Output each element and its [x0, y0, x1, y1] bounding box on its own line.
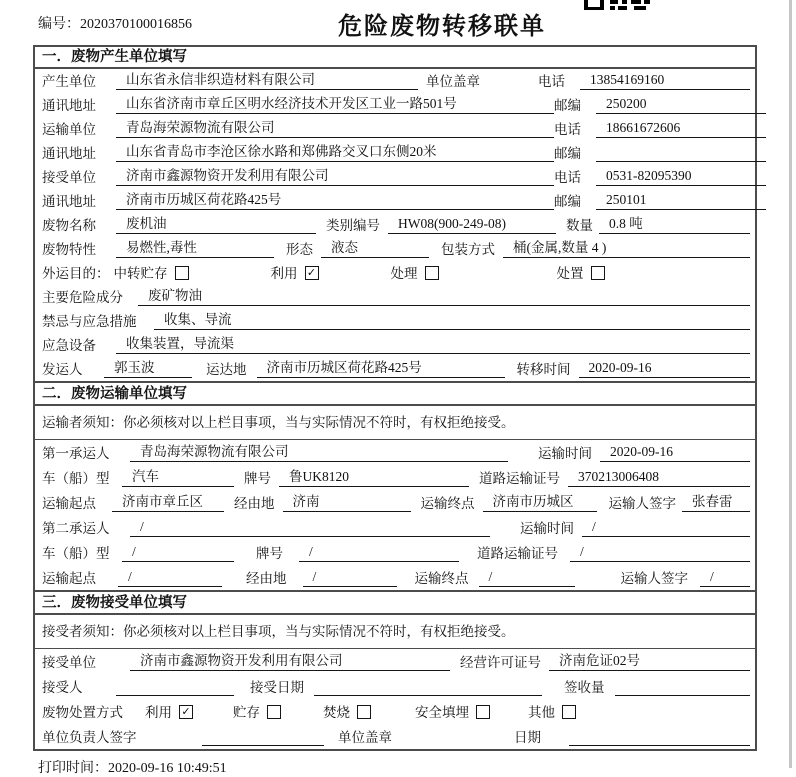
plate-label: 牌号 — [244, 471, 271, 486]
producer-address-row — [35, 93, 755, 117]
second-carrier-value: / — [130, 519, 490, 537]
waste-character-label: 废物特性 — [42, 242, 96, 257]
receiver-label: 接受单位 — [42, 170, 96, 185]
receiver-value: 济南市鑫源物资开发利用有限公司 — [116, 164, 554, 186]
producer-phone-value: 13854169160 — [580, 72, 750, 90]
disposal-store-checkbox — [267, 705, 281, 719]
treat-checkbox — [425, 266, 439, 280]
quantity-value: 0.8 吨 — [599, 212, 750, 234]
receiver-zip-value: 250101 — [596, 192, 766, 210]
acceptor-value — [116, 694, 234, 696]
purpose-label: 外运目的： — [42, 266, 110, 281]
zip-label: 邮编 — [554, 146, 581, 161]
hazard-component-row — [35, 285, 755, 309]
accept-date-value — [314, 694, 542, 696]
second-carrier-sign-value: / — [700, 569, 750, 587]
first-carrier-sign-value: 张春雷 — [682, 490, 750, 512]
phone-label: 电话 — [554, 122, 581, 137]
via-label: 经由地 — [234, 496, 275, 511]
address-label: 通讯地址 — [42, 146, 96, 161]
form-value: 液态 — [321, 236, 429, 258]
vehicle-type-label: 车（船）型 — [42, 546, 110, 561]
receiver-notice: 接受者须知：你必须核对以上栏目事项，当与实际情况不符时，有权拒绝接受。 — [35, 615, 755, 649]
disposal-other-checkbox — [562, 705, 576, 719]
road-permit-label: 道路运输证号 — [479, 471, 560, 486]
serial-label: 编号： — [38, 17, 80, 32]
transfer-time-value: 2020-09-16 — [579, 360, 751, 378]
acceptor-row — [35, 674, 755, 699]
second-transport-time-value: / — [582, 519, 750, 537]
first-plate-value: 鲁UK8120 — [279, 465, 469, 487]
road-permit-label: 道路运输证号 — [477, 546, 558, 561]
option-use-label: 利用 — [145, 705, 172, 720]
transporter-address-value: 山东省青岛市李沧区徐水路和郑佛路交叉口东侧20米 — [116, 140, 554, 162]
shipper-row — [35, 357, 755, 381]
carrier-sign-label: 运输人签字 — [608, 496, 676, 511]
transfer-storage-checkbox — [175, 266, 189, 280]
print-time — [38, 757, 796, 777]
section-1-title: 一．废物产生单位填写 — [35, 47, 755, 69]
transport-time-label: 运输时间 — [538, 446, 592, 461]
address-label: 通讯地址 — [42, 194, 96, 209]
receiver-unit-row — [35, 165, 755, 189]
producer-label: 产生单位 — [42, 74, 96, 89]
second-via-value: / — [303, 569, 397, 587]
second-plate-value: / — [299, 544, 459, 562]
waste-character-row — [35, 237, 755, 261]
hazard-value: 废矿物油 — [138, 284, 750, 306]
second-origin-value: / — [118, 569, 222, 587]
date-value — [569, 744, 750, 746]
producer-address-value: 山东省济南市章丘区明水经济技术开发区工业一路501号 — [116, 92, 554, 114]
document-header — [0, 0, 796, 45]
receiver-address-value: 济南市历城区荷花路425号 — [116, 188, 554, 210]
waste-name-value: 废机油 — [116, 212, 316, 234]
vehicle-type-label: 车（船）型 — [42, 471, 110, 486]
head-sign-label: 单位负责人签字 — [42, 730, 137, 745]
option-dispose-label: 处置 — [556, 266, 584, 281]
license-value: 济南危证02号 — [549, 649, 750, 671]
form-label: 形态 — [286, 242, 313, 257]
shipper-value: 郭玉波 — [104, 356, 192, 378]
phone-label: 电话 — [554, 170, 581, 185]
receiver-phone-value: 0531-82095390 — [596, 168, 766, 186]
section-3-title: 三．废物接受单位填写 — [35, 590, 755, 615]
option-use-label: 利用 — [270, 266, 298, 281]
first-vehicle-type-value: 汽车 — [122, 465, 234, 487]
option-treat-label: 处理 — [390, 266, 418, 281]
unit-seal-label: 单位盖章 — [426, 74, 480, 89]
section-2-title: 二．废物运输单位填写 — [35, 381, 755, 406]
packing-value: 桶(金属,数量 4 ) — [503, 236, 750, 258]
date-label: 日期 — [514, 730, 541, 745]
disposal-use-checkbox: ✓ — [179, 705, 193, 719]
transporter-phone-value: 18661672606 — [596, 120, 766, 138]
producer-value: 山东省永信非织造材料有限公司 — [116, 68, 418, 90]
first-end-value: 济南市历城区 — [483, 490, 597, 512]
taboo-measures-row — [35, 309, 755, 333]
carrier-sign-label: 运输人签字 — [620, 571, 688, 586]
disposal-method-row — [35, 699, 755, 724]
quantity-label: 数量 — [566, 218, 593, 233]
first-carrier-label: 第一承运人 — [42, 446, 110, 461]
received-qty-label: 签收量 — [564, 680, 605, 695]
second-vehicle-type-value: / — [122, 544, 234, 562]
accept-date-label: 接受日期 — [250, 680, 304, 695]
document-title: 危险废物转移联单 — [338, 14, 546, 40]
equipment-value: 收集装置，导流渠 — [116, 332, 750, 354]
destination-label: 运达地 — [206, 362, 247, 377]
print-time-value: 2020-09-16 10:49:51 — [108, 761, 227, 776]
transporter-notice: 运输者须知：你必须核对以上栏目事项，当与实际情况不符时，有权拒绝接受。 — [35, 406, 755, 440]
zip-label: 邮编 — [554, 194, 581, 209]
outbound-purpose-row — [35, 261, 755, 285]
second-route-row — [35, 565, 755, 590]
disposal-method-label: 废物处置方式 — [42, 705, 123, 720]
transporter-value: 青岛海荣源物流有限公司 — [116, 116, 554, 138]
second-vehicle-row — [35, 540, 755, 565]
waste-character-value: 易燃性,毒性 — [116, 236, 274, 258]
option-store-label: 贮存 — [233, 705, 260, 720]
unit-seal-label: 单位盖章 — [338, 730, 392, 745]
first-transport-time-value: 2020-09-16 — [600, 444, 750, 462]
taboo-label: 禁忌与应急措施 — [42, 314, 137, 329]
first-carrier-row — [35, 440, 755, 465]
emergency-equipment-row — [35, 333, 755, 357]
hazard-label: 主要危险成分 — [42, 290, 123, 305]
license-label: 经营许可证号 — [460, 655, 541, 670]
head-sign-value — [202, 744, 324, 746]
taboo-value: 收集、导流 — [154, 308, 750, 330]
option-burn-label: 焚烧 — [323, 705, 350, 720]
transporter-zip-value — [596, 160, 766, 162]
first-via-value: 济南 — [283, 490, 411, 512]
accepting-unit-row — [35, 649, 755, 674]
disposal-burn-checkbox — [357, 705, 371, 719]
second-road-permit-value: / — [570, 544, 750, 562]
equipment-label: 应急设备 — [42, 338, 96, 353]
transporter-address-row — [35, 141, 755, 165]
first-vehicle-row — [35, 465, 755, 490]
receiver-address-row — [35, 189, 755, 213]
plate-label: 牌号 — [256, 546, 283, 561]
second-carrier-label: 第二承运人 — [42, 521, 110, 536]
received-qty-value — [615, 694, 751, 696]
serial-value: 2020370100016856 — [80, 17, 192, 32]
phone-label: 电话 — [538, 74, 565, 89]
category-label: 类别编号 — [326, 218, 380, 233]
second-carrier-row — [35, 515, 755, 540]
option-transfer-storage-label: 中转贮存 — [113, 266, 168, 281]
destination-value: 济南市历城区荷花路425号 — [257, 356, 505, 378]
shipper-label: 发运人 — [42, 362, 83, 377]
manifest-form — [33, 45, 757, 751]
first-route-row — [35, 490, 755, 515]
origin-label: 运输起点 — [42, 571, 96, 586]
transfer-time-label: 转移时间 — [516, 362, 571, 377]
dispose-checkbox — [591, 266, 605, 280]
end-label: 运输终点 — [420, 496, 475, 511]
acceptor-label: 接受人 — [42, 680, 83, 695]
first-origin-value: 济南市章丘区 — [112, 490, 224, 512]
transporter-label: 运输单位 — [42, 122, 96, 137]
address-label: 通讯地址 — [42, 98, 96, 113]
print-time-label: 打印时间： — [38, 761, 108, 776]
transporter-unit-row — [35, 117, 755, 141]
category-value: HW08(900-249-08) — [388, 216, 556, 234]
zip-label: 邮编 — [554, 98, 581, 113]
option-other-label: 其他 — [528, 705, 555, 720]
qr-code-fragment — [584, 0, 650, 10]
disposal-landfill-checkbox — [476, 705, 490, 719]
head-signature-row — [35, 724, 755, 749]
origin-label: 运输起点 — [42, 496, 96, 511]
second-end-value: / — [479, 569, 575, 587]
use-checkbox: ✓ — [305, 266, 319, 280]
end-label: 运输终点 — [414, 571, 469, 586]
packing-label: 包装方式 — [441, 242, 495, 257]
producer-unit-row — [35, 69, 755, 93]
transport-time-label: 运输时间 — [520, 521, 574, 536]
option-landfill-label: 安全填埋 — [415, 705, 469, 720]
first-road-permit-value: 370213006408 — [568, 469, 750, 487]
accepting-unit-label: 接受单位 — [42, 655, 96, 670]
via-label: 经由地 — [246, 571, 287, 586]
page-right-edge-line — [789, 0, 792, 768]
waste-name-row — [35, 213, 755, 237]
producer-zip-value: 250200 — [596, 96, 766, 114]
accepting-unit-value: 济南市鑫源物资开发利用有限公司 — [130, 649, 450, 671]
first-carrier-value: 青岛海荣源物流有限公司 — [130, 440, 508, 462]
waste-name-label: 废物名称 — [42, 218, 96, 233]
